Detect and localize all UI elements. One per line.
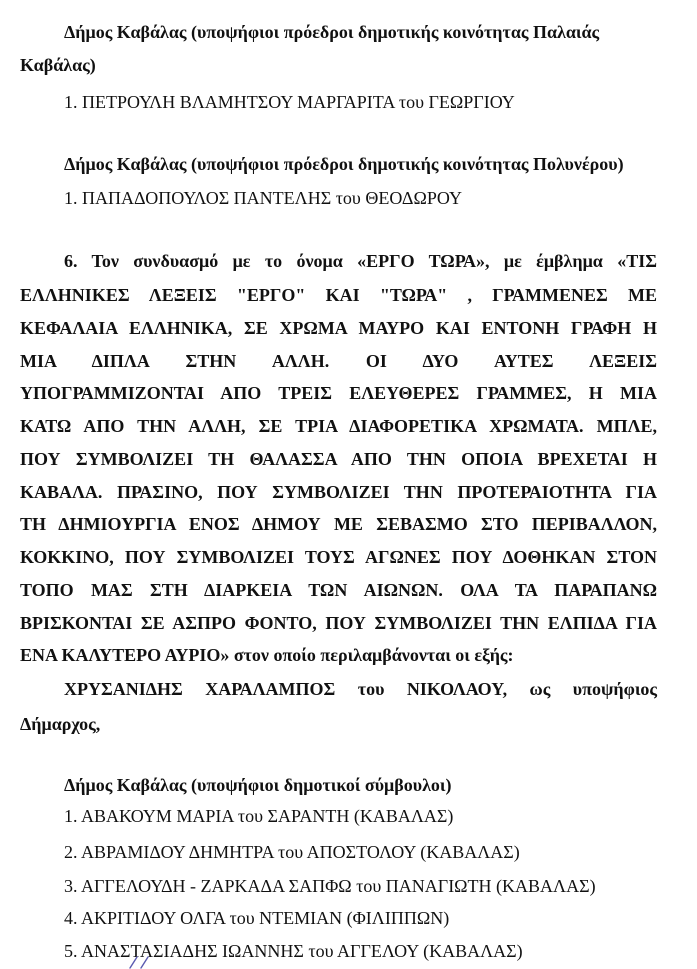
paragraph-6-line: ΕΝΑ ΚΑΛΥΤΕΡΟ ΑΥΡΙΟ» στον οποίο περιλαμβάνονται οι εξής:	[20, 645, 514, 665]
paragraph-6-line: ΚΑΒΑΛΑ. ΠΡΑΣΙΝΟ, ΠΟΥ ΣΥΜΒΟΛΙΖΕΙ ΤΗΝ ΠΡΟΤΕΡΑΙΟΤΗΤΑ ΓΙΑ	[20, 482, 657, 502]
section-heading-palaia: Δήμος Καβάλας (υποψήφιοι πρόεδροι δημοτικής κοινότητας Παλαιάς	[64, 22, 600, 42]
section-heading-palaia-cont: Καβάλας)	[20, 55, 96, 75]
paragraph-6-line: ΠΟΥ ΣΥΜΒΟΛΙΖΕΙ ΤΗ ΘΑΛΑΣΣΑ ΑΠΟ ΤΗΝ ΟΠΟΙΑ ΒΡΕΧΕΤΑΙ Η	[20, 449, 657, 469]
paragraph-6-line: ΚΕΦΑΛΑΙΑ ΕΛΛΗΝΙΚΑ, ΣΕ ΧΡΩΜΑ ΜΑΥΡΟ ΚΑΙ ΕΝΤΟΝΗ ΓΡΑΦΗ Η	[20, 318, 657, 338]
list-item: 1. ΠΑΠΑΔΟΠΟΥΛΟΣ ΠΑΝΤΕΛΗΣ του ΘΕΟΔΩΡΟΥ	[64, 188, 462, 208]
list-item: 1. ΠΕΤΡΟΥΛΗ ΒΛΑΜΗΤΣΟΥ ΜΑΡΓΑΡΙΤΑ του ΓΕΩΡΓΙΟΥ	[64, 92, 515, 112]
list-item: 4. ΑΚΡΙΤΙΔΟΥ ΟΛΓΑ του ΝΤΕΜΙΑΝ (ΦΙΛΙΠΠΩΝ)	[64, 908, 450, 928]
paragraph-6-line: 6. Τον συνδυασμό με το όνομα «ΕΡΓΟ ΤΩΡΑ», με έμβλημα «ΤΙΣ	[64, 251, 657, 271]
paragraph-6-line: ΤΟΠΟ ΜΑΣ ΣΤΗ ΔΙΑΡΚΕΙΑ ΤΩΝ ΑΙΩΝΩΝ. ΟΛΑ ΤΑ ΠΑΡΑΠΑΝΩ	[20, 580, 657, 600]
paragraph-6-line: ΤΗ ΔΗΜΙΟΥΡΓΙΑ ΕΝΟΣ ΔΗΜΟΥ ΜΕ ΣΕΒΑΣΜΟ ΣΤΟ ΠΕΡΙΒΑΛΛΟΝ,	[20, 514, 657, 534]
paragraph-6-line: ΒΡΙΣΚΟΝΤΑΙ ΣΕ ΑΣΠΡΟ ΦΟΝΤΟ, ΠΟΥ ΣΥΜΒΟΛΙΖΕΙ ΤΗΝ ΕΛΠΙΔΑ ΓΙΑ	[20, 613, 657, 633]
paragraph-6-line: ΚΑΤΩ ΑΠΟ ΤΗΝ ΑΛΛΗ, ΣΕ ΤΡΙΑ ΔΙΑΦΟΡΕΤΙΚΑ ΧΡΩΜΑΤΑ. ΜΠΛΕ,	[20, 416, 657, 436]
list-item: 2. ΑΒΡΑΜΙΔΟΥ ΔΗΜΗΤΡΑ του ΑΠΟΣΤΟΛΟΥ (ΚΑΒΑΛΑΣ)	[64, 842, 520, 862]
paragraph-6-line: ΚΟΚΚΙΝΟ, ΠΟΥ ΣΥΜΒΟΛΙΖΕΙ ΤΟΥΣ ΑΓΩΝΕΣ ΠΟΥ ΔΟΘΗΚΑΝ ΣΤΟΝ	[20, 547, 657, 567]
section-heading-councillors: Δήμος Καβάλας (υποψήφιοι δημοτικοί σύμβουλοι)	[64, 775, 452, 795]
list-item: 1. ΑΒΑΚΟΥΜ ΜΑΡΙΑ του ΣΑΡΑΝΤΗ (ΚΑΒΑΛΑΣ)	[64, 806, 454, 826]
list-item: 5. ΑΝΑΣΤΑΣΙΑΔΗΣ ΙΩΑΝΝΗΣ του ΑΓΓΕΛΟΥ (ΚΑΒΑΛΑΣ)	[64, 941, 523, 961]
list-item: 3. ΑΓΓΕΛΟΥΔΗ - ΖΑΡΚΑΔΑ ΣΑΠΦΩ του ΠΑΝΑΓΙΩΤΗ (ΚΑΒΑΛΑΣ)	[64, 876, 596, 896]
section-heading-polynerou: Δήμος Καβάλας (υποψήφιοι πρόεδροι δημοτικής κοινότητας Πολυνέρου)	[64, 154, 624, 174]
paragraph-6-line: ΜΙΑ ΔΙΠΛΑ ΣΤΗΝ ΑΛΛΗ. ΟΙ ΔΥΟ ΑΥΤΕΣ ΛΕΞΕΙΣ	[20, 351, 657, 371]
mayor-candidate: ΧΡΥΣΑΝΙΔΗΣ ΧΑΡΑΛΑΜΠΟΣ του ΝΙΚΟΛΑΟΥ, ως υποψήφιος	[64, 679, 657, 699]
pen-mark	[128, 955, 158, 969]
paragraph-6-line: ΥΠΟΓΡΑΜΜΙΖΟΝΤΑΙ ΑΠΟ ΤΡΕΙΣ ΕΛΕΥΘΕΡΕΣ ΓΡΑΜΜΕΣ, Η ΜΙΑ	[20, 383, 657, 403]
paragraph-6-line: ΕΛΛΗΝΙΚΕΣ ΛΕΞΕΙΣ "ΕΡΓΟ" ΚΑΙ "ΤΩΡΑ" , ΓΡΑΜΜΕΝΕΣ ΜΕ	[20, 285, 657, 305]
mayor-title: Δήμαρχος,	[20, 714, 101, 734]
